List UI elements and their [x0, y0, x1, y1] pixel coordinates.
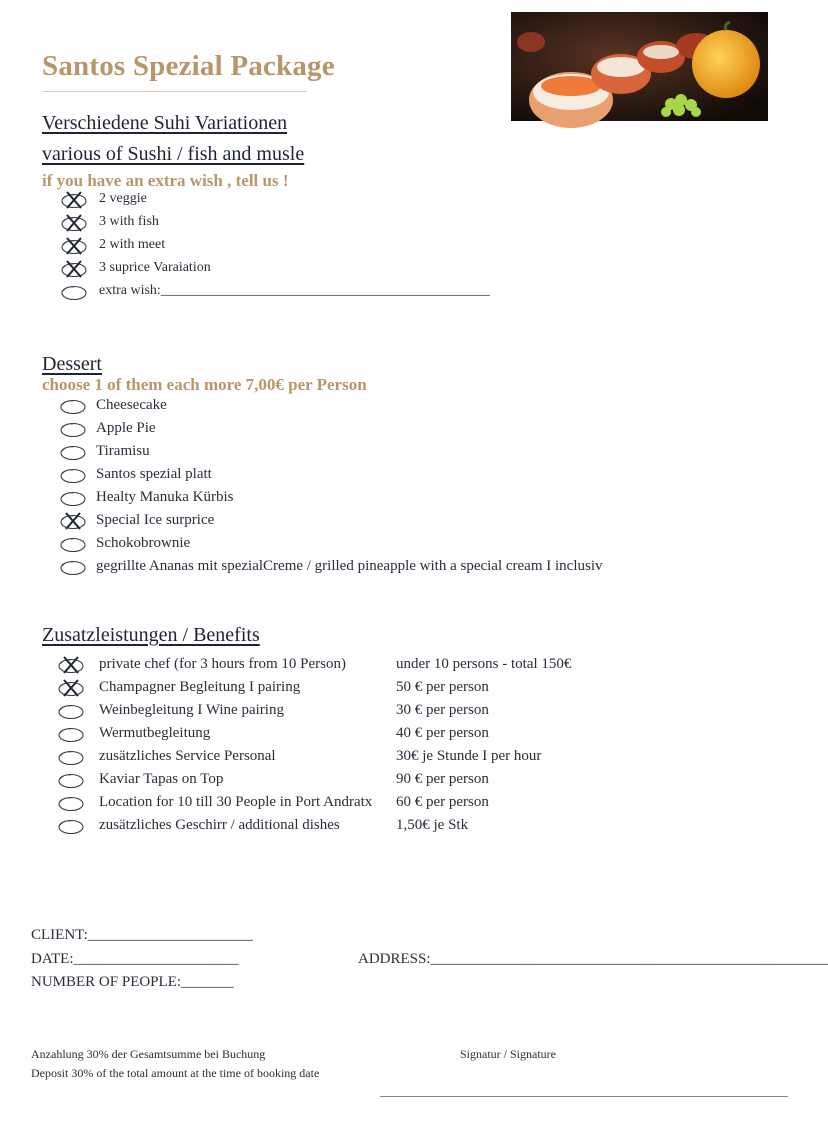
benefit-option-label: private chef (for 3 hours from 10 Person)	[99, 656, 347, 672]
deposit-english: Deposit 30% of the total amount at the time of booking date	[31, 1066, 320, 1080]
unchecked-checkbox-icon[interactable]	[58, 465, 88, 490]
benefit-option-price: 50 € per person	[396, 679, 489, 695]
benefit-option-label: Champagner Begleitung I pairing	[99, 679, 301, 695]
unchecked-checkbox-icon[interactable]	[58, 396, 88, 421]
address-field[interactable]: ADDRESS:_____________________________________________________	[358, 951, 828, 967]
unchecked-checkbox-icon[interactable]	[59, 282, 89, 307]
sushi-option-label: 3 suprice Varaiation	[99, 260, 211, 275]
date-field[interactable]: DATE:______________________	[31, 951, 239, 967]
sushi-option-label: 2 with meet	[99, 237, 166, 252]
benefit-option-price: 60 € per person	[396, 794, 489, 810]
dessert-heading: Dessert	[42, 353, 102, 375]
benefit-option-price: 30€ je Stunde I per hour	[396, 748, 542, 764]
checked-checkbox-icon[interactable]	[59, 213, 89, 238]
benefit-option-label: Weinbegleitung I Wine pairing	[99, 702, 284, 718]
sushi-option-label: extra wish:_______________________________________________	[99, 283, 490, 298]
dessert-option-label: Schokobrownie	[96, 535, 191, 551]
sushi-note: if you have an extra wish , tell us !	[42, 171, 289, 190]
signature-line[interactable]: ____________________________________________________________________	[380, 1084, 788, 1098]
sushi-subheading: various of Sushi / fish and musle	[42, 143, 305, 165]
benefit-option-price: 40 € per person	[396, 725, 489, 741]
unchecked-checkbox-icon[interactable]	[56, 770, 86, 795]
benefit-option-price: 90 € per person	[396, 771, 489, 787]
unchecked-checkbox-icon[interactable]	[58, 534, 88, 559]
dessert-option-label: Cheesecake	[96, 397, 167, 413]
deposit-german: Anzahlung 30% der Gesamtsumme bei Buchung	[31, 1047, 266, 1061]
dessert-option-label: Tiramisu	[96, 443, 150, 459]
benefits-heading: Zusatzleistungen / Benefits	[42, 624, 260, 646]
unchecked-checkbox-icon[interactable]	[56, 747, 86, 772]
unchecked-checkbox-icon[interactable]	[58, 442, 88, 467]
signature-label: Signatur / Signature	[460, 1047, 556, 1061]
unchecked-checkbox-icon[interactable]	[56, 724, 86, 749]
benefit-option-price: 30 € per person	[396, 702, 489, 718]
benefit-option-price: under 10 persons - total 150€	[396, 656, 572, 672]
page-title: Santos Spezial Package	[42, 50, 335, 82]
unchecked-checkbox-icon[interactable]	[58, 557, 88, 582]
checked-checkbox-icon[interactable]	[59, 190, 89, 215]
sushi-photo	[511, 12, 768, 121]
unchecked-checkbox-icon[interactable]	[56, 793, 86, 818]
checked-checkbox-icon[interactable]	[59, 259, 89, 284]
benefit-option-label: Kaviar Tapas on Top	[99, 771, 224, 787]
unchecked-checkbox-icon[interactable]	[58, 488, 88, 513]
client-field[interactable]: CLIENT:______________________	[31, 927, 253, 943]
benefit-option-label: zusätzliches Service Personal	[99, 748, 276, 764]
benefit-option-label: Location for 10 till 30 People in Port Andratx	[99, 794, 373, 810]
checked-checkbox-icon[interactable]	[56, 655, 86, 680]
title-divider	[42, 91, 307, 92]
benefit-option-price: 1,50€ je Stk	[396, 817, 469, 833]
unchecked-checkbox-icon[interactable]	[56, 816, 86, 841]
checked-checkbox-icon[interactable]	[56, 678, 86, 703]
sushi-option-label: 3 with fish	[99, 214, 159, 229]
people-field[interactable]: NUMBER OF PEOPLE:_______	[31, 974, 234, 990]
unchecked-checkbox-icon[interactable]	[56, 701, 86, 726]
dessert-option-label: Special Ice surprice	[96, 512, 215, 528]
dessert-note: choose 1 of them each more 7,00€ per Person	[42, 375, 367, 394]
sushi-option-label: 2 veggie	[99, 191, 147, 206]
dessert-option-label: gegrillte Ananas mit spezialCreme / grilled pineapple with a special cream I inclusiv	[96, 558, 603, 574]
checked-checkbox-icon[interactable]	[58, 511, 88, 536]
benefit-option-label: Wermutbegleitung	[99, 725, 211, 741]
dessert-option-label: Santos spezial platt	[96, 466, 212, 482]
sushi-heading: Verschiedene Suhi Variationen	[42, 112, 288, 134]
unchecked-checkbox-icon[interactable]	[58, 419, 88, 444]
checked-checkbox-icon[interactable]	[59, 236, 89, 261]
dessert-option-label: Healty Manuka Kürbis	[96, 489, 234, 505]
benefit-option-label: zusätzliches Geschirr / additional dishes	[99, 817, 340, 833]
dessert-option-label: Apple Pie	[96, 420, 156, 436]
